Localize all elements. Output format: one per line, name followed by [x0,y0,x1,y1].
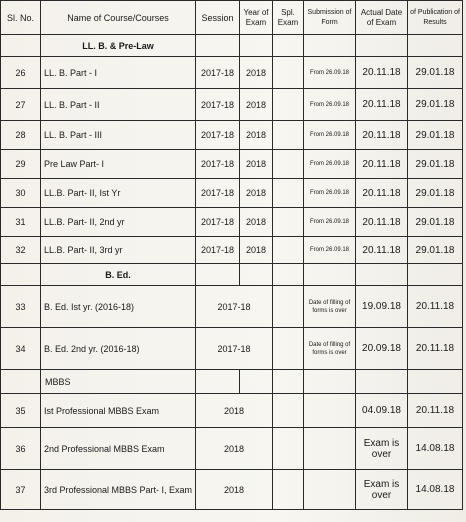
header-spl-exam: Spl. Exam [273,1,304,35]
row-session: 2018 [196,428,273,470]
row-result-date: 14.08.18 [408,470,463,510]
row-result-date: 14.08.18 [408,428,463,470]
row-submission: From 26.09.18 [304,208,356,237]
row-course: LL.B. Part- II, Ist Yr [41,179,196,208]
row-session: 2017-18 [196,208,240,237]
row-submission: Date of filling of forms is over [304,328,356,370]
header-row [1,1,463,35]
row-year: 2018 [240,208,273,237]
row-result-date: 29.01.18 [408,121,463,150]
row-course: 2nd Professional MBBS Exam [41,428,196,470]
row-course: LL. B. Part - III [41,121,196,150]
row-session: 2017-18 [196,237,240,264]
section-row-mbbs [1,370,463,394]
row-session: 2017-18 [196,179,240,208]
row-year: 2018 [240,237,273,264]
row-submission: Date of filling of forms is over [304,286,356,328]
row-exam-date: 20.11.18 [356,237,408,264]
header-publication: of Publication of Results [408,1,463,35]
header-year-exam: Year of Exam [240,1,273,35]
table-row [1,208,463,237]
row-course: Ist Professional MBBS Exam [41,394,196,428]
row-slno: 33 [1,286,41,328]
table-row [1,237,463,264]
row-course: LL. B. Part - II [41,89,196,121]
row-session: 2017-18 [196,89,240,121]
row-submission: From 26.09.18 [304,150,356,179]
table-row [1,328,463,370]
row-session: 2017-18 [196,150,240,179]
row-exam-date: 20.11.18 [356,57,408,89]
row-result-date: 29.01.18 [408,57,463,89]
row-result-date: 29.01.18 [408,89,463,121]
row-year: 2018 [240,121,273,150]
row-exam-date: Exam is over [356,428,408,470]
row-course: LL.B. Part- II, 2nd yr [41,208,196,237]
row-submission: From 26.09.18 [304,121,356,150]
row-exam-date: 20.11.18 [356,89,408,121]
row-submission: From 26.09.18 [304,179,356,208]
row-course: LL.B. Part- II, 3rd yr [41,237,196,264]
section-title-llb: LL. B. & Pre-Law [41,35,196,57]
row-exam-date: 20.11.18 [356,121,408,150]
row-exam-date: 20.11.18 [356,150,408,179]
table-row [1,286,463,328]
row-year: 2018 [240,179,273,208]
section-title-mbbs: MBBS [41,370,196,394]
row-slno: 31 [1,208,41,237]
row-slno: 35 [1,394,41,428]
row-session: 2017-18 [196,286,273,328]
row-course: B. Ed. Ist yr. (2016-18) [41,286,196,328]
table-row [1,89,463,121]
row-session: 2017-18 [196,328,273,370]
row-submission: From 26.09.18 [304,237,356,264]
row-result-date: 29.01.18 [408,237,463,264]
row-course: LL. B. Part - I [41,57,196,89]
row-exam-date: 20.11.18 [356,179,408,208]
row-session: 2017-18 [196,57,240,89]
section-row-llb [1,35,463,57]
table-row [1,428,463,470]
section-row-bed [1,264,463,286]
header-session: Session [196,1,240,35]
row-slno: 28 [1,121,41,150]
row-course: Pre Law Part- I [41,150,196,179]
header-course: Name of Course/Courses [41,1,196,35]
row-slno: 27 [1,89,41,121]
row-slno: 32 [1,237,41,264]
row-slno: 37 [1,470,41,510]
row-session: 2018 [196,394,273,428]
table-row [1,394,463,428]
table-row [1,150,463,179]
header-actual-date: Actual Date of Exam [356,1,408,35]
row-year: 2018 [240,89,273,121]
row-result-date: 29.01.18 [408,150,463,179]
row-slno: 30 [1,179,41,208]
row-result-date: 20.11.18 [408,394,463,428]
table-row [1,121,463,150]
row-session: 2017-18 [196,121,240,150]
row-slno: 29 [1,150,41,179]
row-year: 2018 [240,57,273,89]
header-slno: Sl. No. [1,1,41,35]
row-course: 3rd Professional MBBS Part- I, Exam [41,470,196,510]
row-result-date: 20.11.18 [408,286,463,328]
row-exam-date: 20.11.18 [356,208,408,237]
row-slno: 34 [1,328,41,370]
row-result-date: 29.01.18 [408,208,463,237]
row-session: 2018 [196,470,273,510]
row-exam-date: 04.09.18 [356,394,408,428]
table-row [1,179,463,208]
row-slno: 26 [1,57,41,89]
section-title-bed: B. Ed. [41,264,196,286]
row-result-date: 20.11.18 [408,328,463,370]
row-result-date: 29.01.18 [408,179,463,208]
row-submission: From 26.09.18 [304,57,356,89]
table-row [1,57,463,89]
table-row [1,470,463,510]
row-exam-date: 20.09.18 [356,328,408,370]
row-slno: 36 [1,428,41,470]
row-submission: From 26.09.18 [304,89,356,121]
row-course: B. Ed. 2nd yr. (2016-18) [41,328,196,370]
header-submission: Submission of Form [304,1,356,35]
row-exam-date: Exam is over [356,470,408,510]
row-exam-date: 19.09.18 [356,286,408,328]
row-year: 2018 [240,150,273,179]
